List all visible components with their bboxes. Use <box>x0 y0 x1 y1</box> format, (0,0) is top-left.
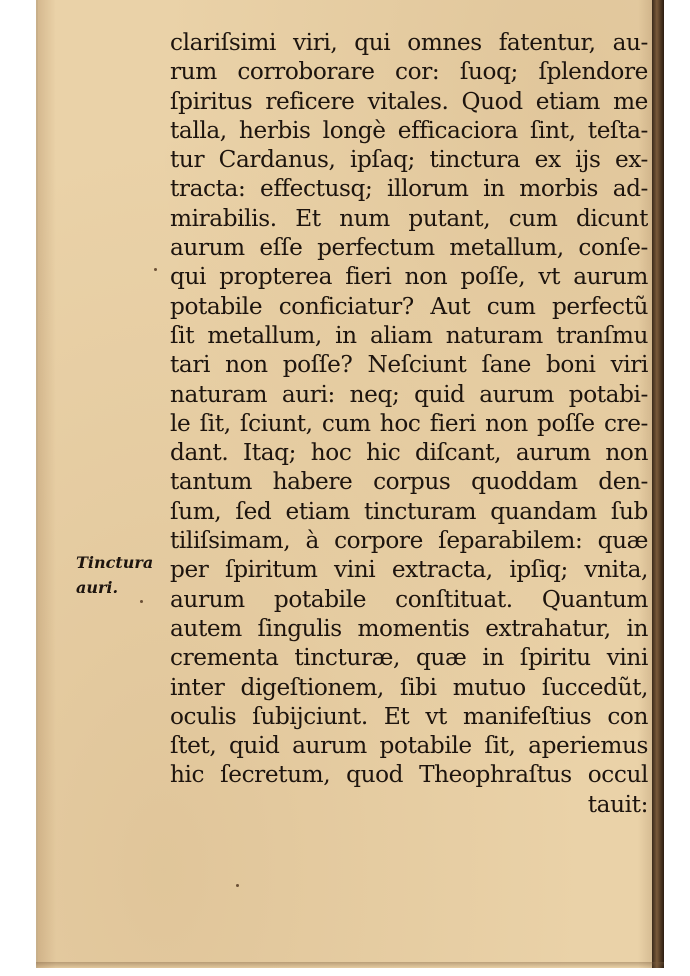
margin-note <box>76 550 153 600</box>
text-line-11: ſit metallum, in aliam naturam tranſmu <box>170 321 648 349</box>
text-line-27: tauit: <box>587 790 648 818</box>
text-line-10: potabile conficiatur? Aut cum perfectũ <box>170 292 648 320</box>
text-line-16: tantum habere corpus quoddam den- <box>170 468 648 496</box>
text-line-17: ſum, ſed etiam tincturam quandam ſub <box>170 497 648 525</box>
text-line-15: dant. Itaq; hoc hic diſcant, aurum non <box>170 439 648 467</box>
text-line-24: oculis ſubijciunt. Et vt manifeſtius con <box>170 702 648 730</box>
text-line-2: rum corroborare cor: ſuoq; ſplendore <box>170 58 648 86</box>
paper-speck <box>236 884 239 887</box>
text-line-7: mirabilis. Et num putant, cum dicunt <box>170 204 648 232</box>
text-line-20: aurum potabile conſtituat. Quantum <box>170 585 648 613</box>
paper-speck <box>154 268 157 271</box>
text-line-26: hic ſecretum, quod Theophraſtus occul <box>170 761 648 789</box>
page-bottom-shadow <box>36 962 664 968</box>
text-line-25: ſtet, quid aurum potabile ſit, aperiemus <box>170 732 648 760</box>
text-line-5: tur Cardanus, ipſaq; tinctura ex ijs ex- <box>170 146 648 174</box>
text-line-14: le ſit, ſciunt, cum hoc fieri non poſſe cre- <box>170 409 648 437</box>
text-line-19: per ſpiritum vini extracta, ipſiq; vnita, <box>170 556 648 584</box>
text-line-23: inter digeſtionem, ſibi mutuo ſuccedũt, <box>170 673 648 701</box>
margin-note-line-2: auri. <box>76 578 119 597</box>
text-line-13: naturam auri: neq; quid aurum potabi- <box>170 380 648 408</box>
text-line-1: clariſsimi viri, qui omnes fatentur, au- <box>170 29 648 56</box>
text-line-4: talla, herbis longè efficaciora ſint, teſta- <box>170 116 648 144</box>
text-line-8: aurum eſſe perfectum metallum, conſe- <box>170 234 648 262</box>
margin-note-line-1: Tinctura <box>76 553 154 572</box>
paper-speck <box>140 600 143 603</box>
text-line-22: crementa tincturæ, quæ in ſpiritu vini <box>170 644 648 672</box>
text-line-18: tiliſsimam, à corpore ſeparabilem: quæ <box>170 527 648 555</box>
body-text <box>170 28 654 819</box>
text-line-6: tracta: effectusq; illorum in morbis ad- <box>170 175 648 203</box>
text-line-9: qui propterea fieri non poſſe, vt aurum <box>170 263 648 291</box>
text-line-21: autem ſingulis momentis extrahatur, in <box>170 614 648 642</box>
text-line-3: ſpiritus reficere vitales. Quod etiam me <box>170 87 648 115</box>
text-line-12: tari non poſſe? Neſciunt ſane boni viri <box>170 351 648 379</box>
